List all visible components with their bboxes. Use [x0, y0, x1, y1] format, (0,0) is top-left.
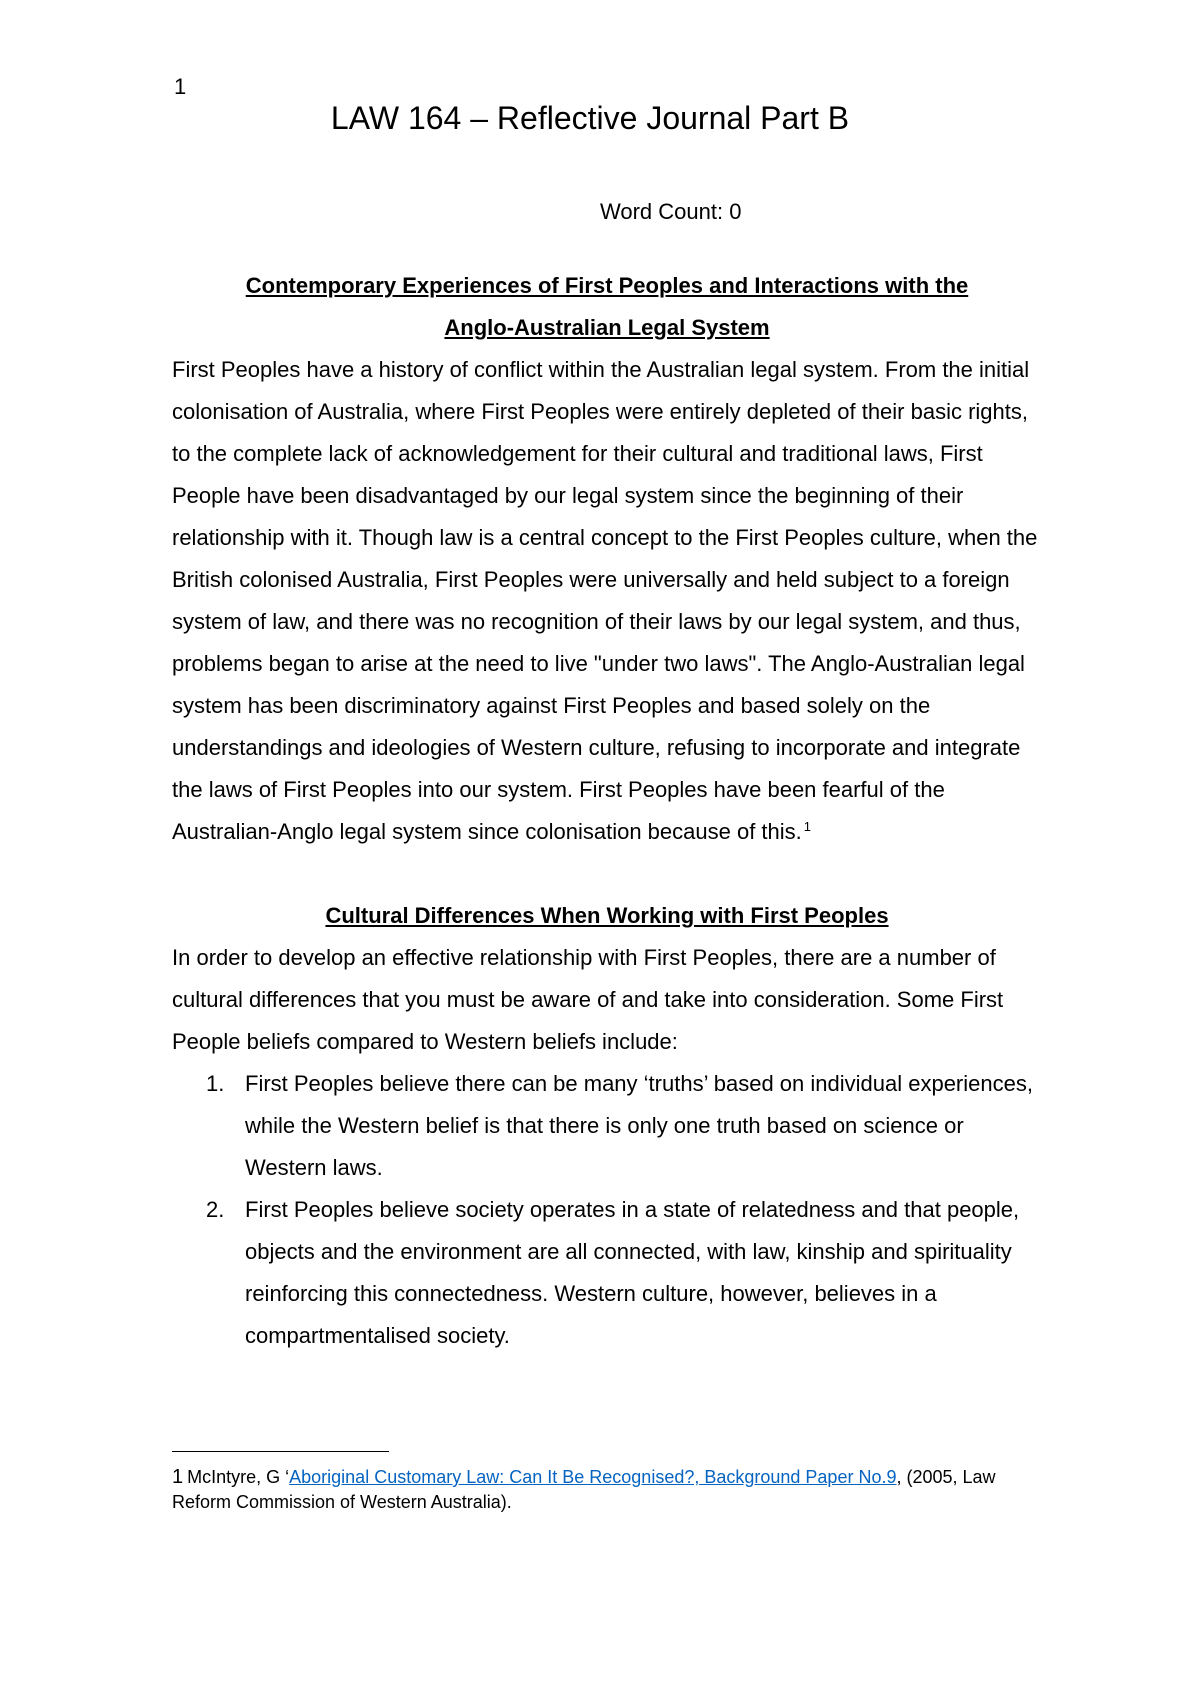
section-heading-line-1: Contemporary Experiences of First Peoples and Interactions with the [245, 273, 969, 298]
footnote-reference[interactable]: 1 [803, 819, 812, 834]
paragraph-text: First Peoples have a history of conflict within the Australian legal system. From the initial colonisation of Australia, where First Peoples were entirely depleted of their basic rights, to the complete lack of acknowledgement for their cultural and traditional laws, First People have been disadvantaged by our legal system since the beginning of their relationship with it. Though law is a central concept to the First Peoples culture, when the British colonised Australia, First Peoples were universally and held subject to a foreign system of law, and there was no recognition of their laws by our legal system, and thus, problems began to arise at the need to live "under two laws". The Anglo-Australian legal system has been discriminatory against First Peoples and based solely on the understandings and ideologies of Western culture, refusing to incorporate and integrate the laws of First Peoples into our system. First Peoples have been fearful of the Australian-Anglo legal system since colonisation because of this. [172, 357, 1038, 844]
word-count: Word Count: 0 [600, 199, 742, 224]
beliefs-list [172, 1063, 1042, 1357]
footnote-author: McIntyre, G ‘ [187, 1467, 290, 1487]
section-heading-cultural-differences: Cultural Differences When Working with First Peoples [325, 903, 889, 928]
list-item [172, 1189, 1042, 1357]
list-item [172, 1063, 1042, 1189]
list-item-number: 1. [206, 1071, 225, 1096]
footnote-source-link[interactable]: Aboriginal Customary Law: Can It Be Recognised?, Background Paper No.9 [289, 1467, 897, 1487]
footnote-number: 1 [172, 1466, 184, 1488]
document-title: LAW 164 – Reflective Journal Part B [330, 100, 850, 136]
section-paragraph-intro: In order to develop an effective relationship with First Peoples, there are a number of cultural differences that you must be aware of and take into consideration. Some First People beliefs compared to Western beliefs include: [172, 945, 1004, 1054]
footnote-citation-rest: , (2005, Law Reform Commission of Western Australia). [172, 1467, 996, 1512]
list-item-text: First Peoples believe there can be many ‘truths’ based on individual experiences, while the Western belief is that there is only one truth based on science or Western laws. [245, 1071, 1033, 1180]
footnote-separator [172, 1451, 389, 1452]
section-paragraph-history [172, 349, 1042, 853]
page-number: 1 [174, 74, 187, 99]
section-heading-line-2: Anglo-Australian Legal System [444, 315, 770, 340]
footnote [172, 1465, 1052, 1515]
list-item-text: First Peoples believe society operates in a state of relatedness and that people, objects and the environment are all connected, with law, kinship and spirituality reinforcing this connectedness. Western culture, however, believes in a compartmentalised society. [245, 1197, 1020, 1348]
paragraph-spacer [172, 853, 1042, 895]
section-heading-contemporary-experiences [172, 265, 1042, 349]
document-body [172, 265, 1042, 1357]
list-item-number: 2. [206, 1197, 225, 1222]
